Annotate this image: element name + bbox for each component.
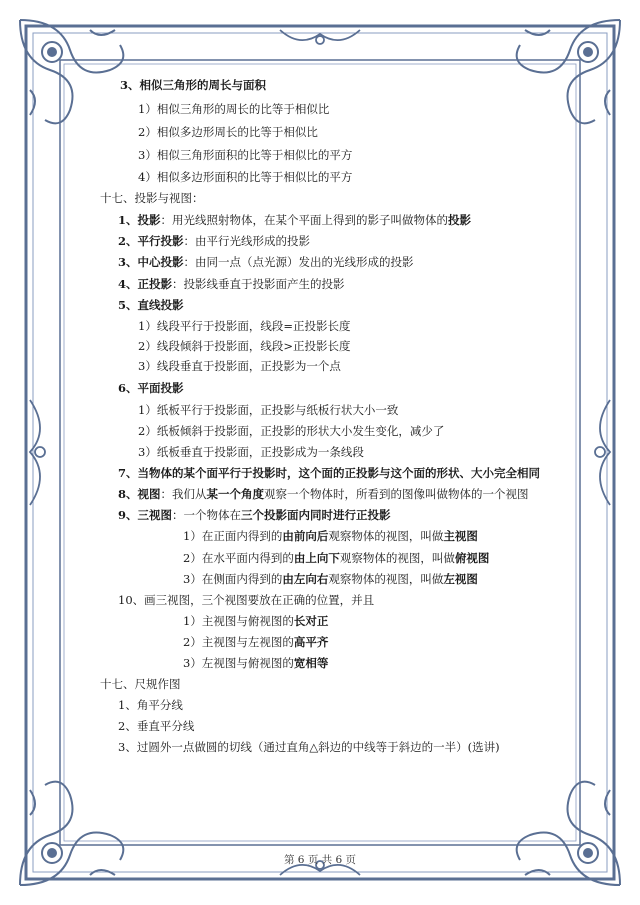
list-item: 5、直线投影 xyxy=(118,298,184,312)
sub-item: 3）线段垂直于投影面，正投影为一个点 xyxy=(138,359,341,373)
item-text: 2）主视图与左视图的 xyxy=(183,635,294,649)
item-text: ：一个物体在 xyxy=(172,508,242,522)
term: 主视图 xyxy=(443,529,478,543)
sub-item: 2）线段倾斜于投影面，线段>正投影长度 xyxy=(138,339,351,353)
list-item xyxy=(118,486,529,502)
term: 俯视图 xyxy=(454,551,490,565)
term: 长对正 xyxy=(293,614,329,628)
item-text: ：我们从 xyxy=(160,487,207,501)
list-item xyxy=(118,233,310,249)
list-item: 10、画三视图，三个视图要放在正确的位置，并且 xyxy=(118,593,375,607)
item-text: 观察一个物体时，所看到的图像叫做物体的一个视图 xyxy=(264,487,529,501)
section-title: 十七、投影与视图： xyxy=(100,191,204,205)
term: 4、正投影 xyxy=(118,277,173,291)
term: 由左向右 xyxy=(282,572,329,586)
item-text: 观察物体的视图，叫做 xyxy=(328,572,444,586)
list-item: 4）相似多边形面积的比等于相似比的平方 xyxy=(138,170,353,184)
sub-item: 1）纸板平行于投影面，正投影与纸板行状大小一致 xyxy=(138,403,399,417)
list-item: 7、当物体的某个面平行于投影时，这个面的正投影与这个面的形状、大小完全相同 xyxy=(118,466,540,480)
list-item: 1、角平分线 xyxy=(118,698,183,712)
list-item: 3）相似三角形面积的比等于相似比的平方 xyxy=(138,148,353,162)
term: 三个投影面内同时进行正投影 xyxy=(241,508,391,522)
sub-item xyxy=(183,571,478,587)
term: 宽相等 xyxy=(293,656,329,670)
sub-item xyxy=(183,528,478,544)
item-text: 观察物体的视图，叫做 xyxy=(339,551,455,565)
list-item xyxy=(118,507,391,523)
sub-item: 3）纸板垂直于投影面，正投影成为一条线段 xyxy=(138,445,364,459)
sub-item xyxy=(183,655,328,671)
term: 2、平行投影 xyxy=(118,234,184,248)
item-number: 1、 xyxy=(118,213,138,227)
section-title: 十七、尺规作图 xyxy=(100,677,181,691)
page-footer: 第 6 页 共 6 页 xyxy=(283,854,357,866)
list-item xyxy=(118,254,414,270)
term: 由上向下 xyxy=(293,551,340,565)
item-text: 3）左视图与俯视图的 xyxy=(183,656,294,670)
term: 投影 xyxy=(448,213,472,227)
list-item: 3、过圆外一点做圆的切线（通过直角△斜边的中线等于斜边的一半）(选讲) xyxy=(118,740,500,754)
list-item xyxy=(118,276,345,292)
term: 高平齐 xyxy=(293,635,329,649)
item-text: ：由平行光线形成的投影 xyxy=(183,234,311,248)
term: 左视图 xyxy=(443,572,478,586)
item-text: ：投影线垂直于投影面产生的投影 xyxy=(172,277,345,291)
list-item: 6、平面投影 xyxy=(118,381,184,395)
item-text: 观察物体的视图，叫做 xyxy=(328,529,444,543)
sub-item xyxy=(183,613,328,629)
item-text: 1）主视图与俯视图的 xyxy=(183,614,294,628)
list-item: 2、垂直平分线 xyxy=(118,719,195,733)
list-item xyxy=(118,212,471,228)
term: 9、三视图 xyxy=(118,508,173,522)
list-item: 2）相似多边形周长的比等于相似比 xyxy=(138,125,318,139)
item-text: 1）在正面内得到的 xyxy=(183,529,283,543)
list-item: 1）相似三角形的周长的比等于相似比 xyxy=(138,102,330,116)
sub-item: 2）纸板倾斜于投影面，正投影的形状大小发生变化，减少了 xyxy=(138,424,445,438)
term: 8、视图 xyxy=(118,487,161,501)
item-text: 3）在侧面内得到的 xyxy=(183,572,283,586)
item-text: 2）在水平面内得到的 xyxy=(183,551,294,565)
item-text: ：用光线照射物体，在某个平面上得到的影子叫做物体的 xyxy=(160,213,449,227)
section-heading: 3、相似三角形的周长与面积 xyxy=(120,78,267,92)
term: 投影 xyxy=(137,213,161,227)
sub-item xyxy=(183,550,489,566)
term: 3、中心投影 xyxy=(118,255,184,269)
term: 某一个角度 xyxy=(206,487,265,501)
term: 由前向后 xyxy=(282,529,329,543)
item-text: ：由同一点（点光源）发出的光线形成的投影 xyxy=(183,255,414,269)
sub-item xyxy=(183,634,328,650)
sub-item: 1）线段平行于投影面，线段=正投影长度 xyxy=(138,319,351,333)
